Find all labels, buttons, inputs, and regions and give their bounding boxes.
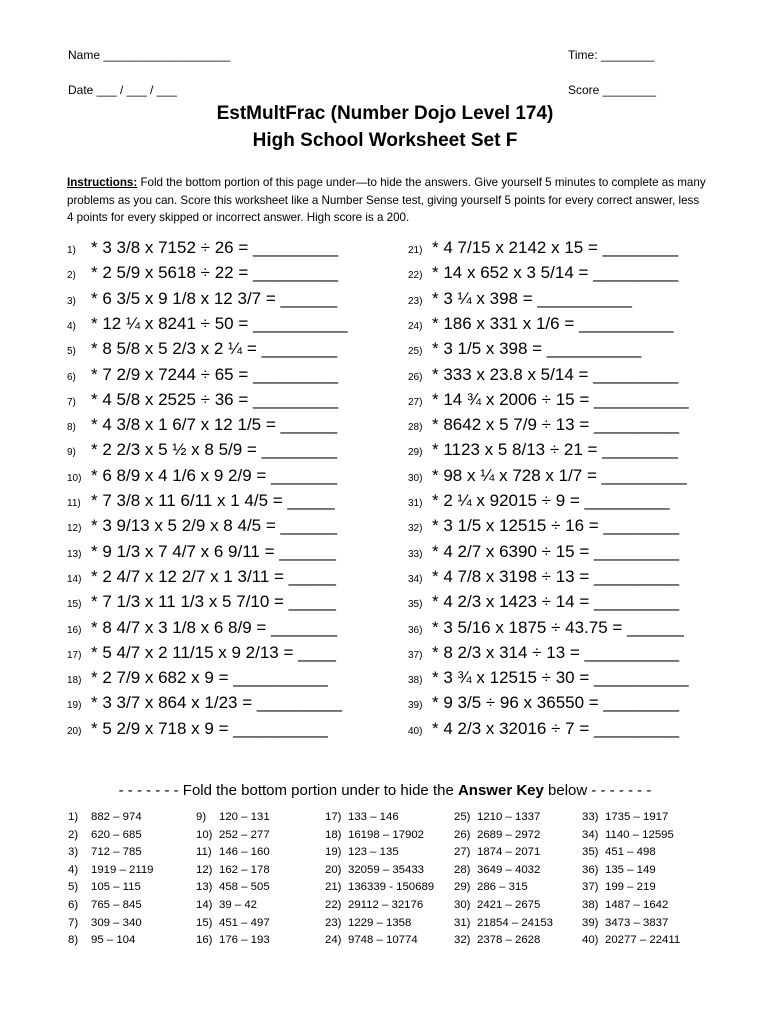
answer-range: 9748 – 10774 bbox=[348, 934, 418, 947]
answer-number: 34) bbox=[582, 828, 599, 841]
answer-number: 17) bbox=[325, 811, 342, 823]
problem-number: 28) bbox=[408, 422, 423, 434]
instructions bbox=[67, 174, 707, 227]
problem-item bbox=[408, 415, 679, 440]
problem-text: * 98 x ¼ x 728 x 1/7 = _________ bbox=[432, 465, 687, 485]
answer-number: 28) bbox=[454, 863, 471, 876]
problem-item bbox=[67, 668, 328, 693]
answer-key-item bbox=[68, 809, 154, 827]
answer-range: 199 – 219 bbox=[605, 881, 656, 894]
answer-number: 15) bbox=[196, 916, 213, 929]
problem-item bbox=[408, 693, 679, 718]
problem-item bbox=[67, 618, 337, 643]
problem-number: 35) bbox=[408, 599, 423, 611]
problem-text: * 4 2/7 x 6390 ÷ 15 = _________ bbox=[432, 541, 680, 561]
problem-item bbox=[67, 289, 337, 314]
answer-key-item bbox=[68, 827, 154, 845]
problem-text: * 2 4/7 x 12 2/7 x 1 3/11 = _____ bbox=[91, 566, 336, 586]
problem-item bbox=[67, 693, 342, 718]
answer-number: 31) bbox=[454, 916, 471, 929]
answer-range: 120 – 131 bbox=[219, 811, 270, 823]
fold-prefix: - - - - - - - Fold the bottom portion under to hide the bbox=[118, 782, 458, 799]
answer-number: 21) bbox=[325, 881, 342, 894]
answer-number: 7) bbox=[68, 916, 79, 929]
answer-key-item bbox=[68, 844, 154, 862]
problem-text: * 9 3/5 ÷ 96 x 36550 = ________ bbox=[432, 693, 680, 713]
problem-item bbox=[67, 567, 336, 592]
problem-text: * 5 4/7 x 2 11/15 x 9 2/13 = ____ bbox=[91, 642, 336, 662]
problem-text: * 4 2/3 x 32016 ÷ 7 = _________ bbox=[432, 718, 680, 738]
problem-number: 21) bbox=[408, 245, 423, 256]
problem-number: 4) bbox=[67, 320, 76, 332]
answer-key-item bbox=[454, 879, 553, 897]
answer-key-item bbox=[454, 897, 553, 915]
answer-range: 2421 – 2675 bbox=[477, 898, 541, 911]
problem-item bbox=[408, 592, 679, 617]
answer-key-item bbox=[325, 932, 434, 950]
problem-number: 32) bbox=[408, 523, 423, 535]
problem-item bbox=[408, 289, 632, 314]
problem-item bbox=[67, 415, 337, 440]
problem-item bbox=[67, 365, 338, 390]
answer-key-item bbox=[196, 844, 270, 862]
answer-key-item bbox=[454, 809, 553, 827]
problem-number: 34) bbox=[408, 573, 423, 585]
problem-item bbox=[408, 516, 679, 541]
problem-item bbox=[67, 314, 348, 339]
answer-key-item bbox=[582, 862, 680, 880]
answer-key-item bbox=[454, 862, 553, 880]
answer-key-item bbox=[325, 915, 434, 933]
answer-number: 13) bbox=[196, 881, 213, 894]
fold-suffix: below - - - - - - - bbox=[543, 782, 652, 799]
answer-range: 451 – 497 bbox=[219, 916, 270, 929]
problem-text: * 7 2/9 x 7244 ÷ 65 = _________ bbox=[91, 364, 339, 384]
problem-number: 38) bbox=[408, 675, 423, 687]
problem-text: * 5 2/9 x 718 x 9 = __________ bbox=[91, 718, 328, 738]
problem-number: 15) bbox=[67, 599, 82, 611]
problem-item bbox=[67, 390, 338, 415]
answer-number: 3) bbox=[68, 846, 79, 859]
answer-range: 176 – 193 bbox=[219, 934, 270, 947]
problem-number: 29) bbox=[408, 447, 423, 459]
problem-text: * 3 3/8 x 7152 ÷ 26 = _________ bbox=[91, 238, 339, 257]
answer-key-item bbox=[582, 897, 680, 915]
problem-text: * 3 ¾ x 12515 ÷ 30 = __________ bbox=[432, 668, 689, 688]
answer-range: 620 – 685 bbox=[91, 828, 142, 841]
answer-number: 40) bbox=[582, 934, 599, 947]
problem-text: * 3 1/5 x 12515 ÷ 16 = ________ bbox=[432, 516, 680, 536]
answer-range: 458 – 505 bbox=[219, 881, 270, 894]
problem-number: 31) bbox=[408, 498, 423, 509]
answer-range: 1487 – 1642 bbox=[605, 898, 669, 911]
answer-number: 23) bbox=[325, 916, 342, 929]
answer-key-column bbox=[325, 809, 434, 950]
answer-range: 1210 – 1337 bbox=[477, 811, 541, 823]
answer-key-item bbox=[454, 844, 553, 862]
answer-key-item bbox=[68, 915, 154, 933]
problem-item bbox=[67, 516, 337, 541]
answer-number: 22) bbox=[325, 898, 342, 911]
date-field: Date ___ / ___ / ___ bbox=[68, 83, 177, 97]
problem-item bbox=[67, 643, 336, 668]
problem-number: 27) bbox=[408, 396, 423, 408]
problem-number: 17) bbox=[67, 649, 82, 661]
answer-key-item bbox=[325, 897, 434, 915]
answer-range: 1735 – 1917 bbox=[605, 811, 669, 823]
problem-item bbox=[67, 263, 338, 288]
answer-number: 16) bbox=[196, 934, 213, 947]
answer-range: 2378 – 2628 bbox=[477, 934, 541, 947]
answer-key-item bbox=[325, 809, 434, 827]
problem-number: 9) bbox=[67, 447, 76, 459]
worksheet-subtitle: High School Worksheet Set F bbox=[252, 130, 518, 151]
problem-text: * 4 7/8 x 3198 ÷ 13 = _________ bbox=[432, 566, 680, 586]
answer-number: 25) bbox=[454, 811, 471, 823]
problem-item bbox=[408, 542, 679, 567]
problem-text: * 1123 x 5 8/13 ÷ 21 = ________ bbox=[432, 440, 678, 460]
problem-text: * 8 2/3 x 314 ÷ 13 = __________ bbox=[432, 642, 680, 662]
problem-item bbox=[67, 592, 336, 617]
answer-range: 136339 - 150689 bbox=[348, 881, 435, 894]
answer-number: 37) bbox=[582, 881, 599, 894]
problem-item bbox=[67, 440, 337, 465]
answer-key-item bbox=[582, 932, 680, 950]
problem-item bbox=[408, 618, 684, 643]
answer-range: 286 – 315 bbox=[477, 881, 528, 894]
answer-range: 123 – 135 bbox=[348, 846, 399, 859]
answer-number: 19) bbox=[325, 846, 342, 859]
answer-key-item bbox=[196, 809, 270, 827]
answer-key-item bbox=[68, 879, 154, 897]
fold-line bbox=[0, 782, 770, 799]
answer-key-item bbox=[582, 827, 680, 845]
problem-text: * 3 1/5 x 398 = __________ bbox=[432, 339, 642, 359]
problem-item bbox=[408, 339, 641, 364]
answer-range: 1919 – 2119 bbox=[91, 863, 154, 876]
problem-item bbox=[408, 491, 670, 516]
answer-range: 765 – 845 bbox=[91, 898, 142, 911]
answer-number: 27) bbox=[454, 846, 471, 859]
problem-item bbox=[408, 668, 689, 693]
answer-range: 882 – 974 bbox=[91, 811, 142, 823]
answer-number: 2) bbox=[68, 828, 79, 841]
problem-text: * 8642 x 5 7/9 ÷ 13 = _________ bbox=[432, 415, 680, 435]
answer-number: 38) bbox=[582, 898, 599, 911]
problem-text: * 7 1/3 x 11 1/3 x 5 7/10 = _____ bbox=[91, 592, 336, 612]
problem-text: * 8 5/8 x 5 2/3 x 2 ¼ = ________ bbox=[91, 339, 338, 359]
answer-range: 95 – 104 bbox=[91, 934, 136, 947]
answer-key-item bbox=[325, 844, 434, 862]
problem-number: 30) bbox=[408, 472, 423, 484]
problem-item bbox=[408, 567, 679, 592]
answer-number: 39) bbox=[582, 916, 599, 929]
problem-item bbox=[67, 719, 328, 744]
problem-number: 22) bbox=[408, 270, 423, 282]
answer-number: 5) bbox=[68, 881, 79, 894]
problem-item bbox=[408, 719, 679, 744]
problem-item bbox=[67, 491, 335, 516]
problem-number: 2) bbox=[67, 270, 76, 282]
problem-item bbox=[67, 339, 337, 364]
answer-key-column bbox=[454, 809, 553, 950]
name-field: Name ___________________ bbox=[68, 48, 231, 62]
answer-range: 162 – 178 bbox=[219, 863, 270, 876]
problem-item bbox=[408, 263, 678, 288]
problem-text: * 3 9/13 x 5 2/9 x 8 4/5 = ______ bbox=[91, 516, 338, 536]
answer-key-label: Answer Key bbox=[457, 782, 544, 799]
answer-key-item bbox=[325, 862, 434, 880]
problem-text: * 4 7/15 x 2142 x 15 = ________ bbox=[432, 238, 679, 257]
problem-number: 5) bbox=[67, 346, 76, 358]
answer-number: 11) bbox=[196, 846, 212, 859]
problem-text: * 3 ¼ x 398 = __________ bbox=[432, 288, 632, 308]
answer-number: 12) bbox=[196, 863, 213, 876]
problem-number: 37) bbox=[408, 649, 423, 661]
problem-text: * 2 5/9 x 5618 ÷ 22 = _________ bbox=[91, 263, 339, 283]
problem-text: * 4 2/3 x 1423 ÷ 14 = _________ bbox=[432, 592, 680, 612]
answer-number: 20) bbox=[325, 863, 342, 876]
answer-number: 1) bbox=[68, 811, 79, 823]
problem-number: 12) bbox=[67, 523, 82, 535]
answer-key-item bbox=[196, 827, 270, 845]
problem-item bbox=[408, 365, 678, 390]
problem-number: 26) bbox=[408, 371, 423, 383]
answer-range: 105 – 115 bbox=[91, 881, 141, 894]
problem-text: * 14 x 652 x 3 5/14 = _________ bbox=[432, 263, 679, 283]
answer-number: 26) bbox=[454, 828, 471, 841]
answer-number: 24) bbox=[325, 934, 342, 947]
answer-key-item bbox=[325, 879, 434, 897]
instructions-label: Instructions: bbox=[67, 176, 138, 189]
problem-text: * 186 x 331 x 1/6 = __________ bbox=[432, 313, 674, 333]
answer-range: 309 – 340 bbox=[91, 916, 142, 929]
answer-number: 9) bbox=[196, 811, 207, 823]
answer-range: 3649 – 4032 bbox=[477, 863, 541, 876]
problem-item bbox=[408, 238, 678, 263]
answer-range: 1874 – 2071 bbox=[477, 846, 541, 859]
time-field: Time: ________ bbox=[568, 48, 655, 62]
answer-number: 6) bbox=[68, 898, 79, 911]
problem-text: * 9 1/3 x 7 4/7 x 6 9/11 = ______ bbox=[91, 541, 336, 561]
problem-text: * 2 2/3 x 5 ½ x 8 5/9 = ________ bbox=[91, 440, 338, 460]
problem-item bbox=[408, 314, 674, 339]
answer-range: 32059 – 35433 bbox=[348, 863, 425, 876]
answer-range: 20277 – 22411 bbox=[605, 934, 681, 947]
problem-text: * 4 5/8 x 2525 ÷ 36 = _________ bbox=[91, 389, 339, 409]
answer-key-item bbox=[582, 915, 680, 933]
answer-number: 4) bbox=[68, 863, 79, 876]
answer-number: 36) bbox=[582, 863, 599, 876]
problem-number: 24) bbox=[408, 320, 423, 332]
problem-number: 6) bbox=[67, 371, 76, 383]
problem-text: * 12 ¼ x 8241 ÷ 50 = __________ bbox=[91, 313, 348, 333]
answer-key-item bbox=[196, 862, 270, 880]
problem-text: * 14 ¾ x 2006 ÷ 15 = __________ bbox=[432, 389, 689, 409]
answer-key-item bbox=[68, 932, 154, 950]
problem-number: 8) bbox=[67, 422, 76, 434]
problem-number: 3) bbox=[67, 295, 76, 307]
answer-range: 39 – 42 bbox=[219, 898, 258, 911]
problem-text: * 6 3/5 x 9 1/8 x 12 3/7 = ______ bbox=[91, 288, 338, 308]
answer-key-item bbox=[454, 827, 553, 845]
problem-text: * 3 3/7 x 864 x 1/23 = _________ bbox=[91, 693, 342, 713]
problem-item bbox=[67, 542, 336, 567]
answer-key-item bbox=[196, 932, 270, 950]
answer-range: 133 – 146 bbox=[348, 811, 399, 823]
problem-number: 11) bbox=[67, 498, 81, 509]
answer-number: 29) bbox=[454, 881, 471, 894]
answer-range: 451 – 498 bbox=[605, 846, 656, 859]
problem-number: 16) bbox=[67, 624, 82, 636]
answer-key-item bbox=[68, 862, 154, 880]
answer-key-item bbox=[454, 915, 553, 933]
answer-key-item bbox=[582, 809, 680, 827]
answer-number: 14) bbox=[196, 898, 213, 911]
answer-range: 1140 – 12595 bbox=[605, 828, 674, 841]
answer-range: 16198 – 17902 bbox=[348, 828, 425, 841]
problem-text: * 4 3/8 x 1 6/7 x 12 1/5 = ______ bbox=[91, 415, 338, 435]
problem-number: 39) bbox=[408, 700, 423, 712]
answer-number: 18) bbox=[325, 828, 342, 841]
problem-text: * 3 5/16 x 1875 ÷ 43.75 = ______ bbox=[432, 617, 684, 637]
problem-text: * 2 ¼ x 92015 ÷ 9 = _________ bbox=[432, 491, 670, 510]
answer-number: 8) bbox=[68, 934, 79, 947]
problem-number: 14) bbox=[67, 573, 82, 585]
problem-number: 18) bbox=[67, 675, 82, 687]
score-field: Score ________ bbox=[568, 83, 657, 97]
answer-range: 29112 – 32176 bbox=[348, 898, 424, 911]
answer-number: 10) bbox=[196, 828, 213, 841]
problem-item bbox=[67, 238, 338, 263]
answer-key-column bbox=[196, 809, 270, 950]
answer-range: 21854 – 24153 bbox=[477, 916, 554, 929]
answer-key-item bbox=[196, 915, 270, 933]
problem-number: 7) bbox=[67, 396, 76, 408]
answer-key-column bbox=[582, 809, 680, 950]
problem-text: * 333 x 23.8 x 5/14 = _________ bbox=[432, 364, 679, 384]
problem-text: * 2 7/9 x 682 x 9 = __________ bbox=[91, 668, 328, 688]
worksheet-title: EstMultFrac (Number Dojo Level 174) bbox=[216, 103, 554, 124]
answer-number: 30) bbox=[454, 898, 471, 911]
answer-range: 3473 – 3837 bbox=[605, 916, 669, 929]
problem-number: 13) bbox=[67, 548, 82, 560]
answer-number: 33) bbox=[582, 811, 599, 823]
answer-number: 35) bbox=[582, 846, 599, 859]
answer-range: 2689 – 2972 bbox=[477, 828, 541, 841]
problem-number: 40) bbox=[408, 725, 423, 737]
problem-item bbox=[408, 390, 689, 415]
answer-range: 712 – 785 bbox=[91, 846, 142, 859]
problem-number: 25) bbox=[408, 346, 423, 358]
problem-item bbox=[67, 466, 337, 491]
problem-item bbox=[408, 643, 679, 668]
problem-number: 10) bbox=[67, 472, 82, 484]
problem-text: * 7 3/8 x 11 6/11 x 1 4/5 = _____ bbox=[91, 491, 335, 510]
problem-number: 19) bbox=[67, 700, 82, 712]
answer-range: 146 – 160 bbox=[219, 846, 270, 859]
answer-number: 32) bbox=[454, 934, 471, 947]
problem-number: 1) bbox=[67, 245, 76, 256]
answer-key-item bbox=[582, 879, 680, 897]
problem-number: 23) bbox=[408, 295, 423, 307]
answer-key-item bbox=[196, 897, 270, 915]
answer-range: 1229 – 1358 bbox=[348, 916, 412, 929]
answer-key-item bbox=[325, 827, 434, 845]
answer-range: 135 – 149 bbox=[605, 863, 656, 876]
problem-text: * 6 8/9 x 4 1/6 x 9 2/9 = _______ bbox=[91, 465, 338, 485]
answer-range: 252 – 277 bbox=[219, 828, 270, 841]
problem-number: 36) bbox=[408, 624, 423, 636]
problem-item bbox=[408, 440, 678, 465]
problem-number: 33) bbox=[408, 548, 423, 560]
answer-key-item bbox=[454, 932, 553, 950]
answer-key-item bbox=[196, 879, 270, 897]
problem-text: * 8 4/7 x 3 1/8 x 6 8/9 = _______ bbox=[91, 617, 338, 637]
instructions-text: Fold the bottom portion of this page under—to hide the answers. Give yourself 5 minutes to complete as many problems as you can. Score this worksheet like a Number Sense test, giving yourself 5 points for every correct answer, less 4 points for every skipped or incorrect answer. High score is a 200. bbox=[67, 176, 706, 224]
answer-key-item bbox=[582, 844, 680, 862]
problem-number: 20) bbox=[67, 725, 82, 737]
problem-item bbox=[408, 466, 687, 491]
answer-key-column bbox=[68, 809, 154, 950]
answer-key-item bbox=[68, 897, 154, 915]
